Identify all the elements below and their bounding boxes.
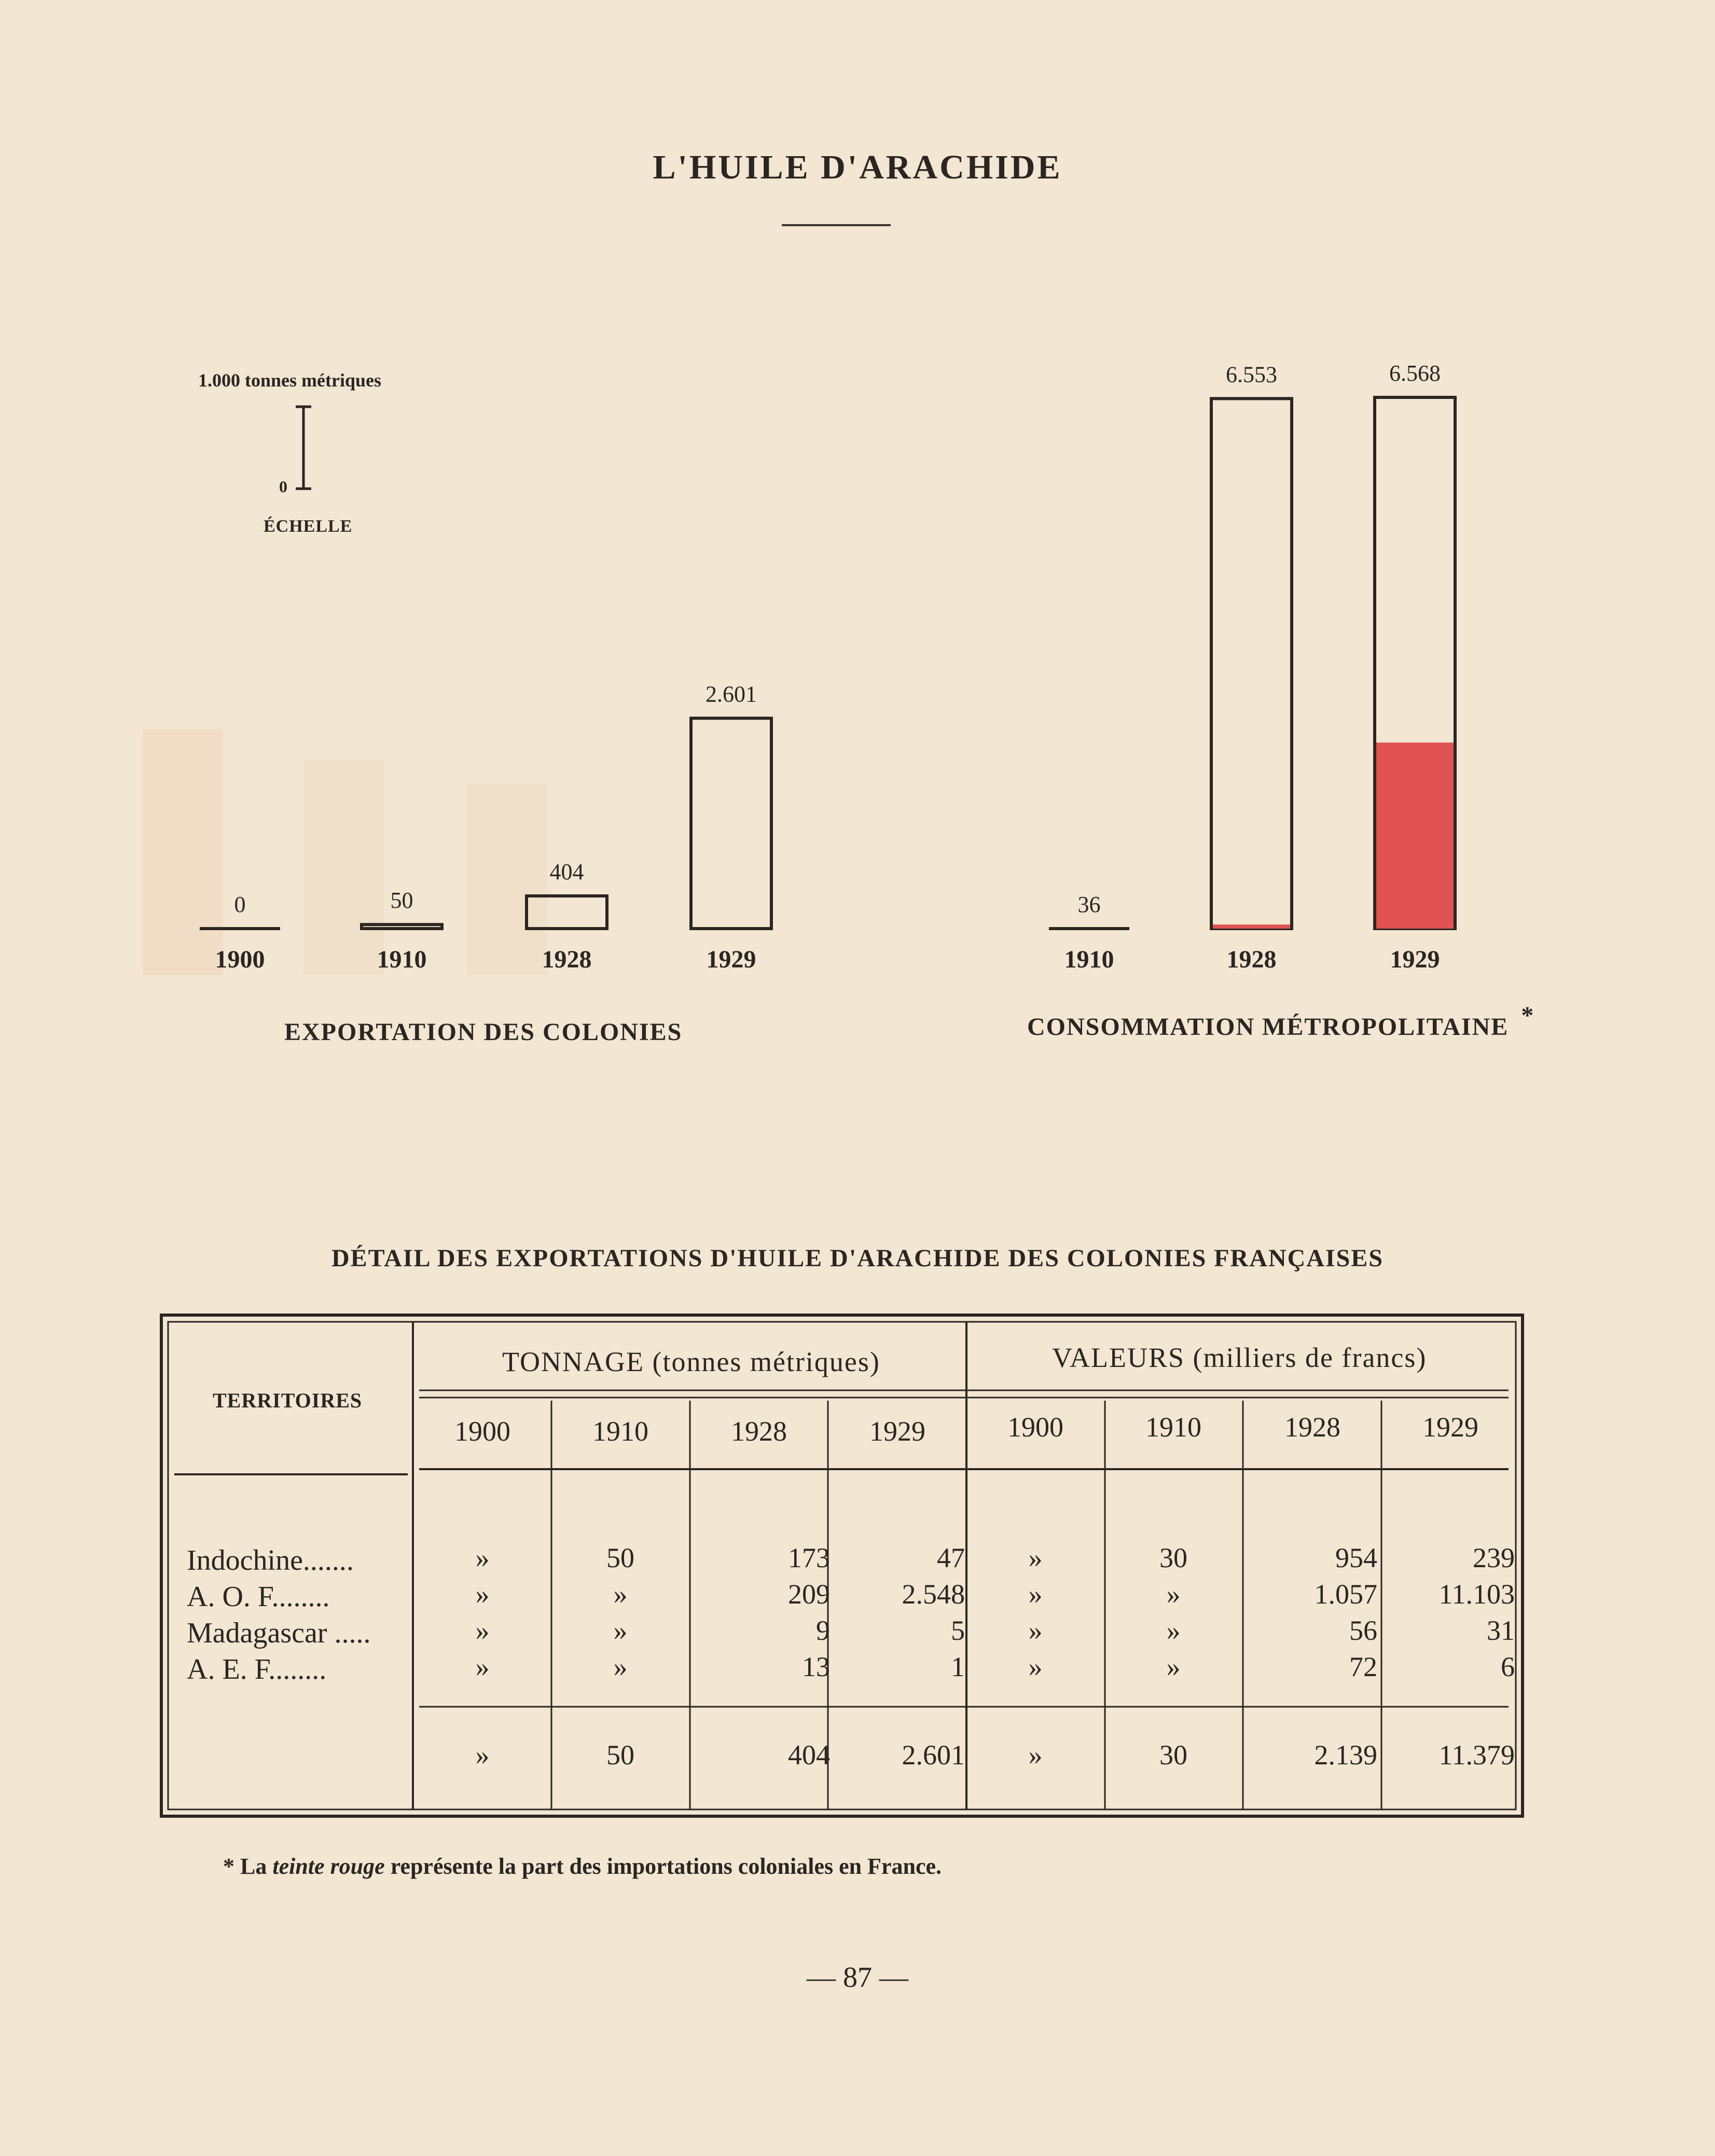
total-cell: 50 xyxy=(606,1739,634,1771)
consumption-value-label-1910: 36 xyxy=(1077,892,1101,917)
table-cell: » xyxy=(613,1579,628,1610)
valeurs-header: VALEURS (milliers de francs) xyxy=(1052,1342,1427,1373)
table-cell: » xyxy=(1028,1651,1043,1682)
export-year-label-1929: 1929 xyxy=(706,946,756,973)
table-cell: 209 xyxy=(788,1579,830,1610)
year-header-valeurs-1928: 1928 xyxy=(1284,1412,1340,1443)
tonnage-header: TONNAGE (tonnes métriques) xyxy=(502,1346,880,1377)
table-cell: 173 xyxy=(788,1542,830,1573)
table-cell: 47 xyxy=(937,1542,965,1573)
total-cell: 2.601 xyxy=(902,1739,965,1771)
table-cell: » xyxy=(1166,1579,1181,1610)
table-cell: 239 xyxy=(1473,1542,1515,1573)
consumption-chart-title-text: CONSOMMATION MÉTROPOLITAINE xyxy=(1027,1013,1509,1041)
consumption-value-label-1928: 6.553 xyxy=(1226,362,1277,388)
table-cell: 72 xyxy=(1349,1651,1377,1682)
total-cell: 404 xyxy=(788,1739,830,1771)
table-cell: » xyxy=(475,1579,490,1610)
total-cell: » xyxy=(475,1739,490,1771)
consumption-year-label-1928: 1928 xyxy=(1226,946,1277,973)
table-cell: 5 xyxy=(951,1615,965,1646)
page-number: — 87 — xyxy=(807,1961,908,1994)
total-cell: 30 xyxy=(1159,1739,1187,1771)
footnote-italic: teinte rouge xyxy=(272,1854,385,1879)
scale-caption: ÉCHELLE xyxy=(264,517,353,536)
table-cell: » xyxy=(613,1651,628,1682)
export-year-label-1928: 1928 xyxy=(542,946,592,973)
table-cell: » xyxy=(1028,1542,1043,1573)
table-cell: 1.057 xyxy=(1314,1579,1377,1610)
territoires-header: TERRITOIRES xyxy=(213,1389,363,1412)
table-cell: 13 xyxy=(802,1651,830,1682)
year-header-valeurs-1910: 1910 xyxy=(1145,1412,1201,1443)
table-cell: » xyxy=(475,1651,490,1682)
table-cell: » xyxy=(475,1615,490,1646)
footnote-before: La xyxy=(240,1854,267,1879)
table-cell: » xyxy=(1166,1615,1181,1646)
row-label: Madagascar ..... xyxy=(187,1617,371,1649)
consumption-chart xyxy=(1049,361,1455,973)
export-value-label-1929: 2.601 xyxy=(706,681,757,707)
background-shadow xyxy=(467,783,547,975)
row-label: Indochine....... xyxy=(187,1544,354,1577)
table-cell: 31 xyxy=(1487,1615,1515,1646)
footnote-after: représente la part des importations coloniales en France. xyxy=(390,1854,942,1879)
consumption-value-label-1929: 6.568 xyxy=(1389,361,1441,386)
table-cell: 30 xyxy=(1159,1542,1187,1573)
chart-area xyxy=(0,0,1715,1038)
table-heading: DÉTAIL DES EXPORTATIONS D'HUILE D'ARACHIDE DES COLONIES FRANÇAISES xyxy=(331,1245,1384,1272)
total-cell: 2.139 xyxy=(1314,1739,1377,1771)
table-cell: 6 xyxy=(1501,1651,1515,1682)
table-cell: 9 xyxy=(816,1615,830,1646)
table-cell: 1 xyxy=(951,1651,965,1682)
year-header-valeurs-1900: 1900 xyxy=(1007,1412,1063,1443)
background-shadow xyxy=(143,729,223,975)
scale-zero-label: 0 xyxy=(279,477,287,496)
export-value-label-1928: 404 xyxy=(549,859,584,885)
export-year-label-1900: 1900 xyxy=(215,946,265,973)
total-cell: 11.379 xyxy=(1439,1739,1515,1771)
export-bar-1929 xyxy=(691,718,771,929)
total-cell: » xyxy=(1028,1739,1043,1771)
consumption-chart-title xyxy=(1027,1002,1535,1041)
footnote-marker: * xyxy=(1521,1002,1535,1029)
year-header-tonnage-1929: 1929 xyxy=(869,1416,925,1447)
background-shadow xyxy=(303,760,384,975)
consumption-colonial-share-1928 xyxy=(1213,924,1290,929)
table-cell: 954 xyxy=(1335,1542,1377,1573)
year-header-tonnage-1928: 1928 xyxy=(731,1416,787,1447)
consumption-colonial-share-1929 xyxy=(1376,742,1454,929)
consumption-year-label-1929: 1929 xyxy=(1390,946,1440,973)
consumption-year-label-1910: 1910 xyxy=(1064,946,1114,973)
table-cell: » xyxy=(1028,1579,1043,1610)
export-year-label-1910: 1910 xyxy=(377,946,427,973)
table-cell: » xyxy=(1028,1615,1043,1646)
consumption-bar-1928 xyxy=(1211,398,1292,929)
export-chart-title: EXPORTATION DES COLONIES xyxy=(284,1018,683,1046)
table-cell: » xyxy=(1166,1651,1181,1682)
export-value-label-1910: 50 xyxy=(390,888,413,914)
row-label: A. O. F........ xyxy=(187,1581,330,1613)
table-cell: 56 xyxy=(1349,1615,1377,1646)
table-cell: 50 xyxy=(606,1542,634,1573)
row-label: A. E. F........ xyxy=(187,1653,327,1685)
table-cell: » xyxy=(613,1615,628,1646)
footnote xyxy=(223,1853,942,1879)
scale-unit-label: 1.000 tonnes métriques xyxy=(198,370,381,391)
footnote-star: * xyxy=(223,1854,234,1879)
year-header-tonnage-1900: 1900 xyxy=(454,1416,510,1447)
year-header-tonnage-1910: 1910 xyxy=(592,1416,648,1447)
export-value-label-1900: 0 xyxy=(234,892,246,917)
table-cell: 2.548 xyxy=(902,1579,965,1610)
page-title: L'HUILE D'ARACHIDE xyxy=(653,148,1062,186)
table-cell: » xyxy=(475,1542,490,1573)
table-cell: 11.103 xyxy=(1439,1579,1515,1610)
year-header-valeurs-1929: 1929 xyxy=(1422,1412,1478,1443)
